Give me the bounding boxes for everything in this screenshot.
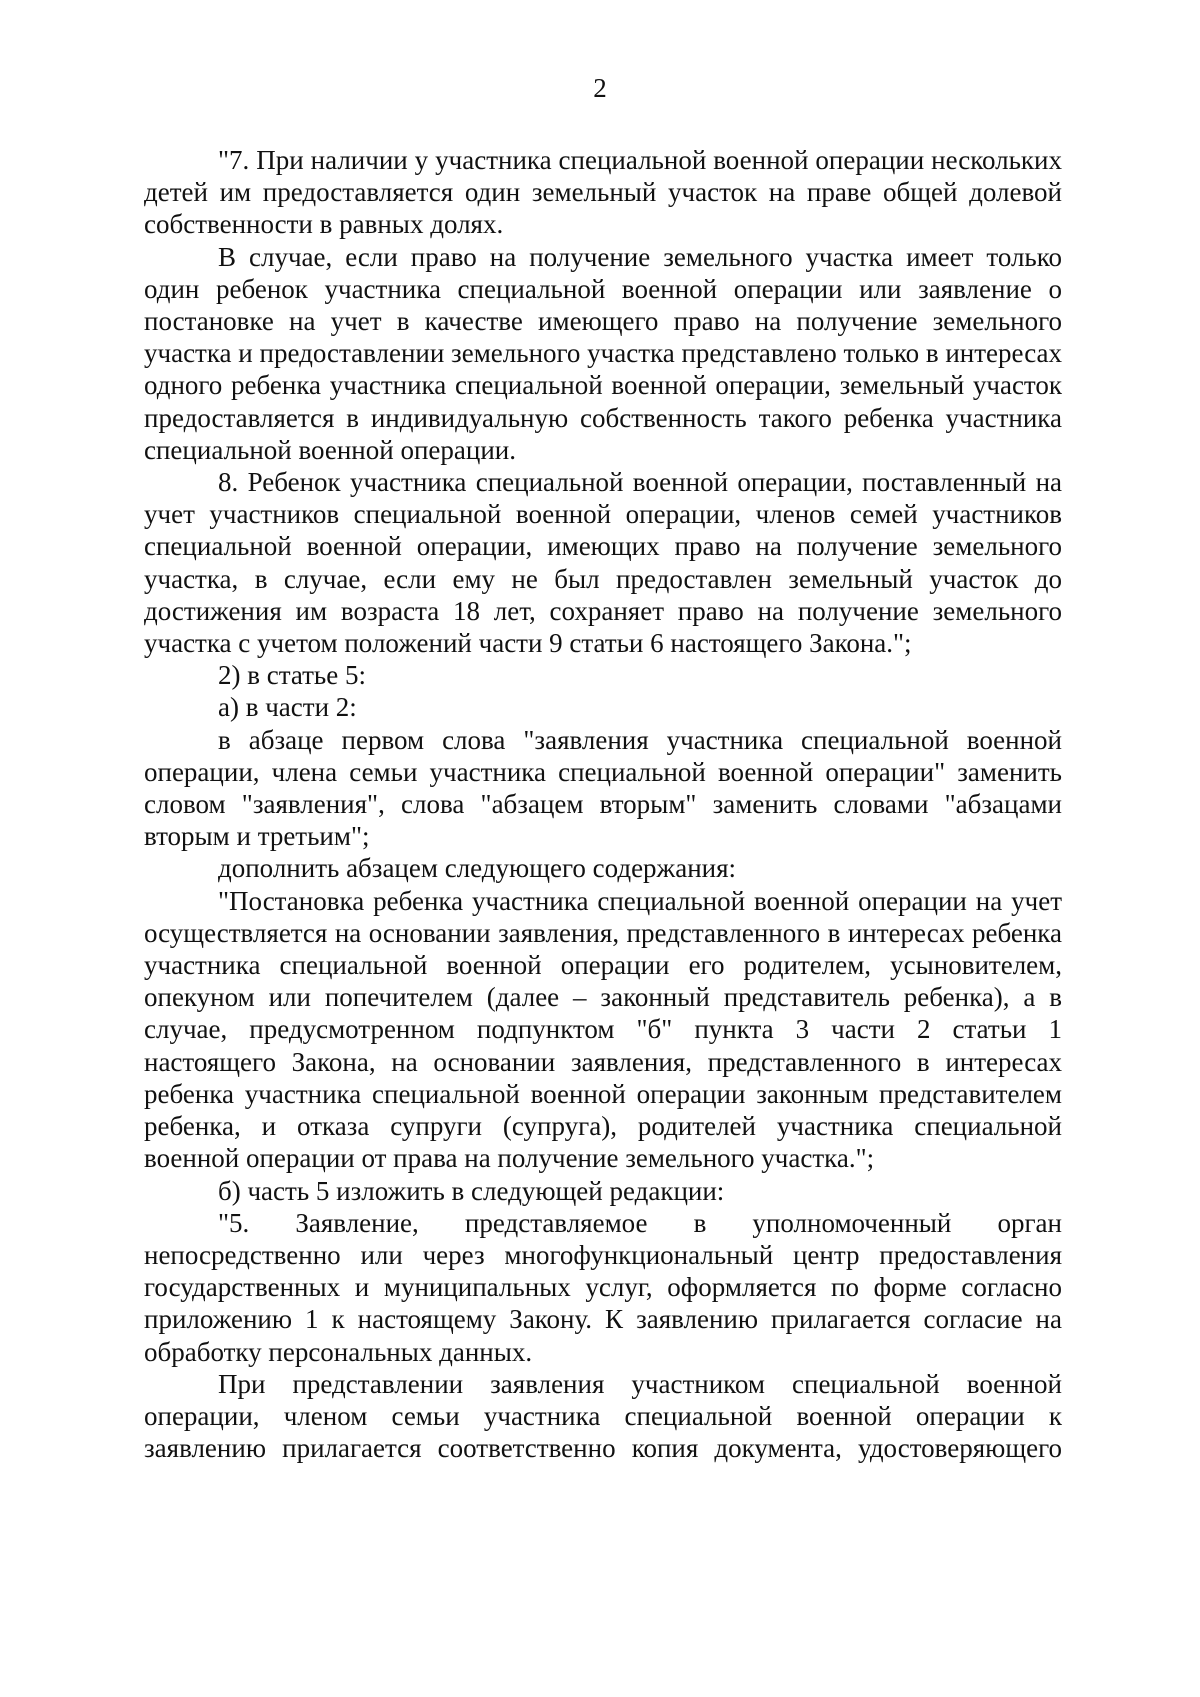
paragraph-item-8: 8. Ребенок участника специальной военной операции, поставленный на учет участников специальной военной операции, членов семей участников специальной военной операции, имеющих право на получение земельного участка, в случае, если ему не был предоставлен земельный участок до достижения им возраста 18 лет, сохраняет право на получение земельного участка с учетом положений части 9 статьи 6 настоящего Закона."; (144, 467, 1062, 659)
paragraph-item-7: "7. При наличии у участника специальной военной операции нескольких детей им предоставляется один земельный участок на праве общей долевой собственности в равных долях. (144, 145, 1062, 240)
paragraph-single-child: В случае, если право на получение земельного участка имеет только один ребенок участника специальной военной операции или заявление о постановке на учет в качестве имеющего право на получение земельного участка и предоставлении земельного участка представлено только в интересах одного ребенка участника специальной военной операции, земельный участок предоставляется в индивидуальную собственность такого ребенка участника специальной военной операции. (144, 241, 1062, 465)
paragraph-item-5-application: "5. Заявление, представляемое в уполномоченный орган непосредственно или через многофункциональный центр предоставления государственных и муниципальных услуг, оформляется по форме согласно приложению 1 к настоящему Закону. К заявлению прилагается согласие на обработку персональных данных. (144, 1207, 1062, 1367)
paragraph-application-attachments: При представлении заявления участником специальной военной операции, членом семьи участника специальной военной операции к заявлению прилагается соответственно копия документа, удостоверяющего (144, 1368, 1062, 1464)
page-number: 2 (593, 73, 607, 103)
document-body (144, 144, 1062, 1464)
paragraph-first-abzac-amendment: в абзаце первом слова "заявления участника специальной военной операции, члена семьи участника специальной военной операции" заменить словом "заявления", слова "абзацем вторым" заменить словами "абзацами вторым и третьим"; (144, 724, 1062, 852)
paragraph-child-registration: "Постановка ребенка участника специальной военной операции на учет осуществляется на основании заявления, представленного в интересах ребенка участника специальной военной операции его родителем, усыновителем, опекуном или попечителем (далее – законный представитель ребенка), а в случае, предусмотренном подпунктом "б" пункта 3 части 2 статьи 1 настоящего Закона, на основании заявления, представленного в интересах ребенка участника специальной военной операции законным представителем ребенка, и отказа супруги (супруга), родителей участника специальной военной операции от права на получение земельного участка."; (144, 885, 1062, 1174)
paragraph-part-2-heading: а) в части 2: (218, 692, 357, 723)
paragraph-add-abzac: дополнить абзацем следующего содержания: (218, 853, 737, 884)
paragraph-part-5-heading: б) часть 5 изложить в следующей редакции: (218, 1175, 725, 1206)
paragraph-article-5-heading: 2) в статье 5: (218, 660, 366, 691)
